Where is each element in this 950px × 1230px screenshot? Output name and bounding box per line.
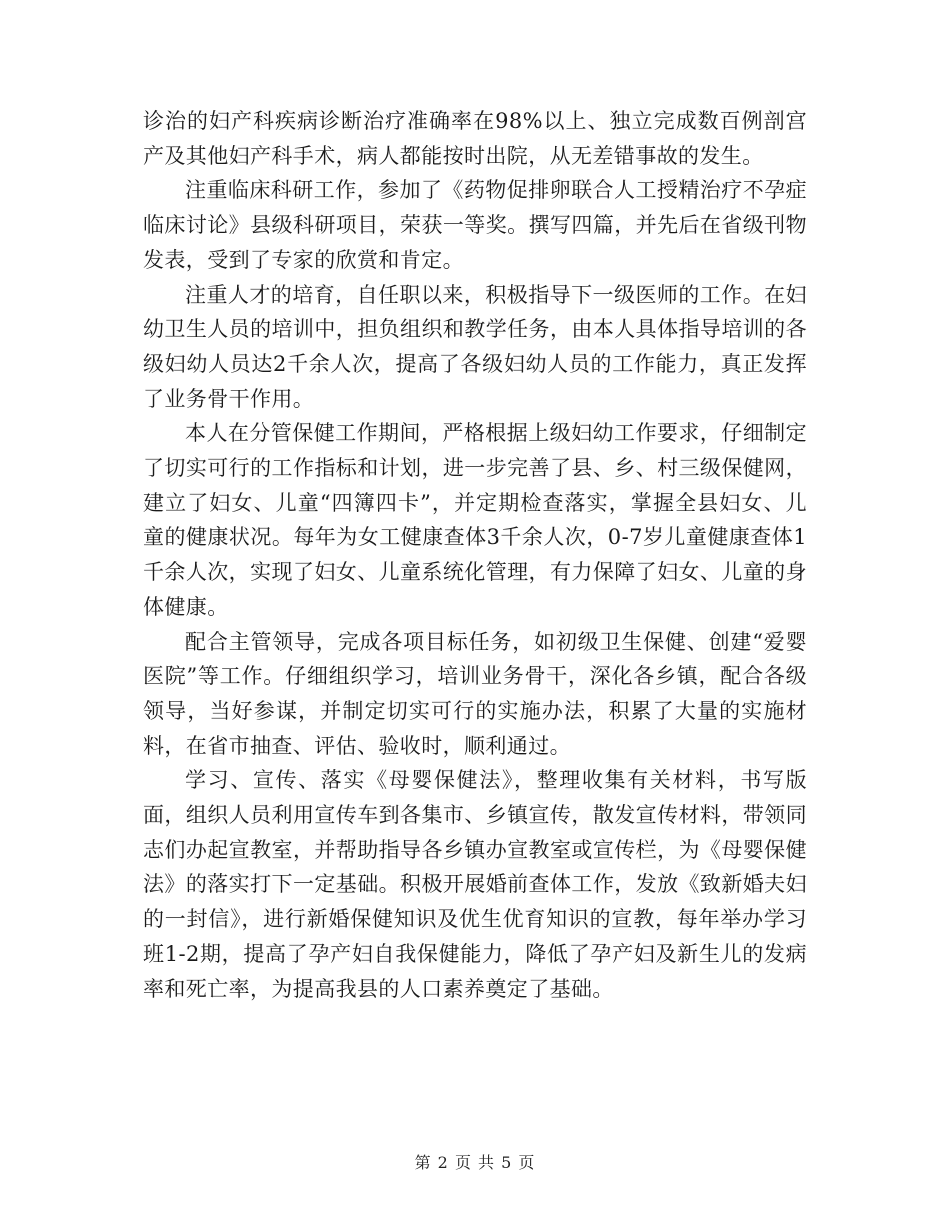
page-number-footer: 第 2 页 共 5 页 (414, 1153, 536, 1172)
paragraph-continued: 诊治的妇产科疾病诊断治疗准确率在98%以上、独立完成数百例剖宫产及其他妇产科手术，病人都能按时出院，从无差错事故的发生。 (143, 109, 807, 168)
paragraph-healthcare: 本人在分管保健工作期间，严格根据上级妇幼工作要求，仔细制定了切实可行的工作指标和计划，进一步完善了县、乡、村三级保健网，建立了妇女、儿童“四簿四卡”，并定期检查落实，掌握全县妇女、儿童的健康状况。每年为女工健康查体3千余人次，0-7岁儿童健康查体1千余人次，实现了妇女、儿童系统化管理，有力保障了妇女、儿童的身体健康。 (143, 421, 807, 619)
document-body (143, 104, 807, 1006)
paragraph-training: 注重人才的培育，自任职以来，积极指导下一级医师的工作。在妇幼卫生人员的培训中，担负组织和教学任务，由本人具体指导培训的各级妇幼人员达2千余人次，提高了各级妇幼人员的工作能力，真正发挥了业务骨干作用。 (143, 282, 807, 411)
paragraph-publicity: 学习、宣传、落实《母婴保健法》，整理收集有关材料，书写版面，组织人员利用宣传车到各集市、乡镇宣传，散发宣传材料，带领同志们办起宣教室，并帮助指导各乡镇办宣教室或宣传栏，为《母婴保健法》的落实打下一定基础。积极开展婚前查体工作，发放《致新婚夫妇的一封信》，进行新婚保健知识及优生优育知识的宣教，每年举办学习班1-2期，提高了孕产妇自我保健能力，降低了孕产妇及新生儿的发病率和死亡率，为提高我县的人口素养奠定了基础。 (143, 768, 807, 1001)
paragraph-cooperation: 配合主管领导，完成各项目标任务，如初级卫生保健、创建“爱婴医院”等工作。仔细组织学习，培训业务骨干，深化各乡镇，配合各级领导，当好参谋，并制定切实可行的实施办法，积累了大量的实施材料，在省市抽查、评估、验收时，顺利通过。 (143, 629, 807, 758)
paragraph-research: 注重临床科研工作，参加了《药物促排卵联合人工授精治疗不孕症临床讨论》县级科研项目，荣获一等奖。撰写四篇，并先后在省级刊物发表，受到了专家的欣赏和肯定。 (143, 178, 807, 272)
